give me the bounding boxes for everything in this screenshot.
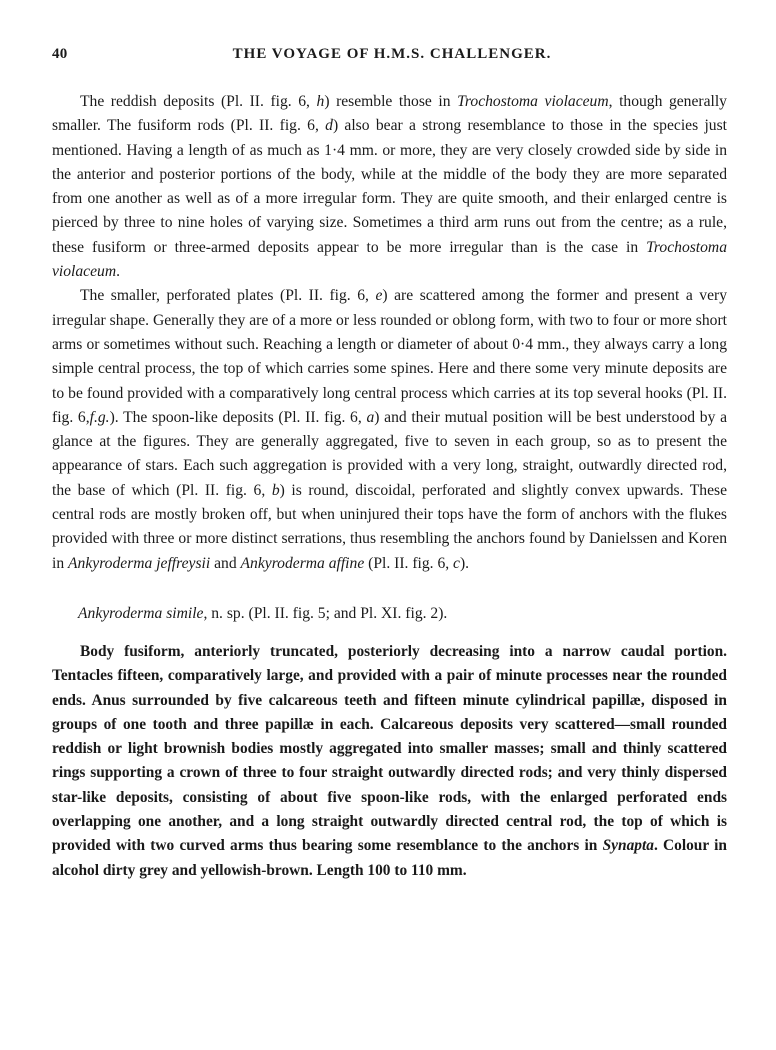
text-span: and [210, 554, 241, 572]
text-span: , though generally smaller. The fusiform rods (Pl. II. fig. 6, [52, 93, 727, 135]
text-span: (Pl. II. fig. 6, [364, 554, 454, 572]
species-name: Trochostoma violaceum [52, 238, 727, 281]
text-span: ) are scattered among the former and present a very irregular shape. Generally they are of a more or less rounded or oblong form, with two to four or more short arms or sometimes without such. Reaching a length or diameter of about 0·4 mm., they always carry a long simple central process, the top of which carries some spines. Here and there some very minute deposits are to be found provided with a comparatively long central process which carries at its top several hooks (Pl. II. fig. 6, [52, 287, 727, 426]
genus-name: Synapta [602, 837, 654, 855]
paragraph-reddish-deposits [52, 90, 727, 284]
page-number: 40 [52, 46, 68, 62]
figure-letter: a [366, 408, 375, 426]
text-span: ) resemble those in [324, 93, 458, 110]
text-span: . [116, 263, 120, 281]
text-span: ) and their mutual position will be best understood by a glance at the figures. They are generally aggregated, five to seven in each group, so as to present the appearance of stars. Each such aggregation is provided with a very long, straight, outwardly directed rod, the base of which (Pl. II. fig. 6, [52, 408, 727, 499]
species-heading-name: Ankyroderma simile [78, 604, 204, 622]
text-span: ) is round, discoidal, perforated and slightly convex upwards. These central rods are mostly broken off, but when uninjured their tops have the form of anchors with the flukes provided with three or more distinct serrations, thus resembling the anchors found by Danielssen and Koren in [52, 481, 727, 572]
figure-letter: d [325, 117, 333, 135]
body-text [52, 90, 727, 883]
text-span: The smaller, perforated plates (Pl. II. fig. 6, [80, 287, 376, 305]
species-heading [52, 602, 727, 626]
species-name: Ankyroderma jeffreysii [68, 554, 211, 572]
figure-letter: f.g. [89, 408, 110, 426]
text-span: The reddish deposits (Pl. II. fig. 6, [80, 93, 317, 110]
text-span: ) also bear a strong resemblance to those in the species just mentioned. Having a length of as much as 1·4 mm. or more, they are very closely crowded side by side in the anterior and posterior portions of the body, while at the middle of the body they are more separated from one another as well as of a more irregular form. They are quite smooth, and their enlarged centre is pierced by three to nine holes of varying size. Sometimes a third arm runs out from the centre; as a rule, these fusiform or three-armed deposits appear to be more irregular than is the case in [52, 117, 727, 256]
figure-letter: b [271, 481, 280, 499]
species-name: Ankyroderma affine [240, 554, 365, 572]
text-span: ). The spoon-like deposits (Pl. II. fig. 6, [109, 408, 367, 426]
figure-letter: c [453, 554, 460, 572]
text-span: . Colour in alcohol dirty grey and yellowish-brown. Length 100 to 110 mm. [52, 837, 727, 879]
species-heading-reference: , n. sp. (Pl. II. fig. 5; and Pl. XI. fig. 2). [203, 604, 448, 622]
figure-letter: h [316, 93, 325, 110]
running-title: THE VOYAGE OF H.M.S. CHALLENGER. [232, 46, 552, 62]
paragraph-perforated-plates [52, 284, 727, 576]
page-header [52, 46, 732, 68]
text-span: Body fusiform, anteriorly truncated, posteriorly decreasing into a narrow caudal portion. Tentacles fifteen, comparatively large, and provided with a pair of minute processes near the rounded ends. Anus surrounded by five calcareous teeth and fifteen minute cylindrical papillæ, disposed in groups of one tooth and three papillæ in each. Calcareous deposits very scattered—small rounded reddish or light brownish bodies mostly aggregated into smaller masses; small and thinly scattered rings supporting a crown of three to four straight outwardly directed rods; and very thinly dispersed star-like deposits, consisting of about five spoon-like rods, with the enlarged perforated ends overlapping one another, and a long straight outwardly directed central rod, the top of which is provided with two curved arms thus bearing some resemblance to the anchors in [52, 642, 727, 855]
paragraph-species-description [52, 640, 727, 883]
figure-letter: e [375, 287, 383, 305]
species-name: Trochostoma violaceum [457, 93, 609, 110]
text-span: ). [459, 554, 470, 572]
